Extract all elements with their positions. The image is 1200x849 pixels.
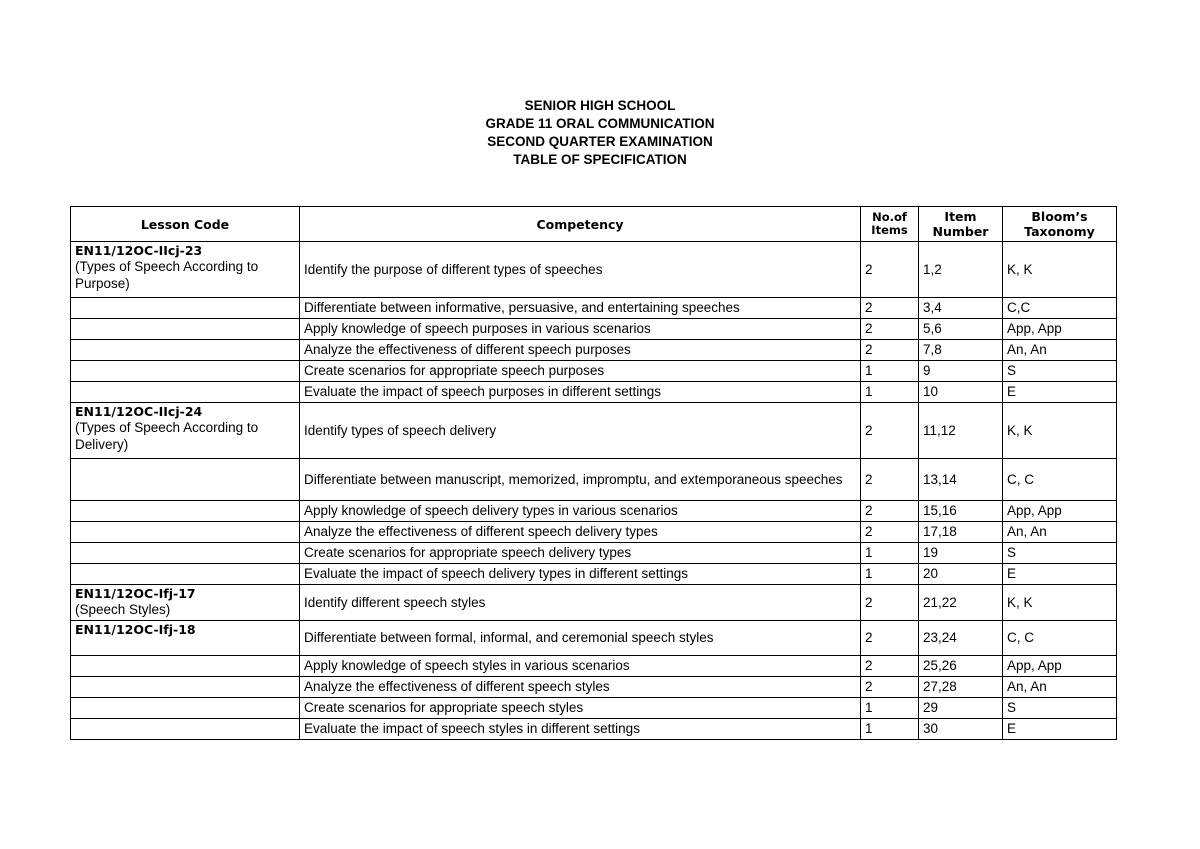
no-items-cell: 2 (861, 522, 919, 543)
competency-cell: Evaluate the impact of speech delivery types in different settings (300, 564, 861, 585)
lesson-code: EN11/12OC-Ifj-17 (75, 586, 196, 601)
lesson-code-cell (71, 298, 300, 319)
competency-cell: Create scenarios for appropriate speech styles (300, 698, 861, 719)
lesson-code-cell (71, 656, 300, 677)
table-row (71, 361, 1117, 382)
col-header-item-number: Item Number (919, 207, 1003, 242)
competency-cell: Differentiate between informative, persuasive, and entertaining speeches (300, 298, 861, 319)
lesson-code-cell (71, 543, 300, 564)
item-number-cell: 29 (919, 698, 1003, 719)
no-items-cell: 1 (861, 361, 919, 382)
header-subject: GRADE 11 ORAL COMMUNICATION (485, 116, 715, 131)
lesson-code-cell (71, 361, 300, 382)
blooms-taxonomy-cell: An, An (1003, 340, 1117, 361)
no-items-cell: 2 (861, 501, 919, 522)
table-row (71, 522, 1117, 543)
competency-cell: Apply knowledge of speech styles in various scenarios (300, 656, 861, 677)
no-items-cell: 1 (861, 564, 919, 585)
table-row (71, 319, 1117, 340)
blooms-taxonomy-cell: S (1003, 698, 1117, 719)
lesson-code-cell (71, 522, 300, 543)
no-items-cell: 2 (861, 677, 919, 698)
competency-cell: Identify types of speech delivery (300, 403, 861, 459)
blooms-taxonomy-cell: S (1003, 543, 1117, 564)
table-header-row (71, 207, 1117, 242)
col-header-no-items: No.of Items (861, 207, 919, 242)
table-row (71, 677, 1117, 698)
competency-cell: Create scenarios for appropriate speech purposes (300, 361, 861, 382)
item-number-cell: 7,8 (919, 340, 1003, 361)
item-number-cell: 15,16 (919, 501, 1003, 522)
lesson-code-cell (71, 501, 300, 522)
blooms-taxonomy-cell: App, App (1003, 656, 1117, 677)
competency-cell: Apply knowledge of speech delivery types in various scenarios (300, 501, 861, 522)
no-items-cell: 2 (861, 298, 919, 319)
lesson-code-cell (71, 319, 300, 340)
lesson-code-cell (71, 677, 300, 698)
blooms-taxonomy-cell: E (1003, 382, 1117, 403)
lesson-code: EN11/12OC-Ifj-18 (75, 622, 196, 637)
lesson-code: EN11/12OC-IIcj-23 (75, 243, 203, 258)
no-items-cell: 2 (861, 585, 919, 621)
blooms-taxonomy-cell: C, C (1003, 621, 1117, 656)
competency-cell: Create scenarios for appropriate speech delivery types (300, 543, 861, 564)
table-row (71, 585, 1117, 621)
no-items-cell: 1 (861, 698, 919, 719)
header-title: TABLE OF SPECIFICATION (513, 152, 687, 167)
competency-cell: Analyze the effectiveness of different speech delivery types (300, 522, 861, 543)
table-row (71, 403, 1117, 459)
blooms-taxonomy-cell: K, K (1003, 242, 1117, 298)
blooms-taxonomy-cell: S (1003, 361, 1117, 382)
item-number-cell: 17,18 (919, 522, 1003, 543)
table-row (71, 459, 1117, 501)
blooms-taxonomy-cell: C,C (1003, 298, 1117, 319)
lesson-code-description: (Types of Speech According to Delivery) (75, 420, 259, 452)
table-row (71, 719, 1117, 740)
no-items-cell: 1 (861, 719, 919, 740)
no-items-cell: 2 (861, 459, 919, 501)
blooms-taxonomy-cell: An, An (1003, 522, 1117, 543)
blooms-taxonomy-cell: E (1003, 719, 1117, 740)
item-number-cell: 20 (919, 564, 1003, 585)
item-number-cell: 10 (919, 382, 1003, 403)
lesson-code-cell (71, 719, 300, 740)
table-row (71, 501, 1117, 522)
competency-cell: Identify different speech styles (300, 585, 861, 621)
header-exam: SECOND QUARTER EXAMINATION (487, 134, 713, 149)
col-header-lesson-code: Lesson Code (71, 207, 300, 242)
table-row (71, 340, 1117, 361)
competency-cell: Analyze the effectiveness of different speech purposes (300, 340, 861, 361)
blooms-taxonomy-cell: An, An (1003, 677, 1117, 698)
no-items-cell: 1 (861, 543, 919, 564)
item-number-cell: 23,24 (919, 621, 1003, 656)
table-row (71, 621, 1117, 656)
table-row (71, 382, 1117, 403)
item-number-cell: 3,4 (919, 298, 1003, 319)
lesson-code-cell (71, 564, 300, 585)
col-header-competency: Competency (300, 207, 861, 242)
lesson-code-cell (71, 340, 300, 361)
blooms-taxonomy-cell: App, App (1003, 501, 1117, 522)
document-header (0, 97, 1200, 169)
item-number-cell: 19 (919, 543, 1003, 564)
lesson-code-cell (71, 585, 300, 621)
item-number-cell: 25,26 (919, 656, 1003, 677)
blooms-taxonomy-cell: E (1003, 564, 1117, 585)
lesson-code-cell (71, 242, 300, 298)
competency-cell: Identify the purpose of different types of speeches (300, 242, 861, 298)
blooms-taxonomy-cell: K, K (1003, 585, 1117, 621)
competency-cell: Evaluate the impact of speech purposes in different settings (300, 382, 861, 403)
lesson-code-cell (71, 621, 300, 656)
table-row (71, 298, 1117, 319)
col-header-blooms-taxonomy: Bloom’s Taxonomy (1003, 207, 1117, 242)
item-number-cell: 13,14 (919, 459, 1003, 501)
item-number-cell: 30 (919, 719, 1003, 740)
table-row (71, 543, 1117, 564)
lesson-code-cell (71, 698, 300, 719)
lesson-code-cell (71, 382, 300, 403)
no-items-cell: 1 (861, 382, 919, 403)
item-number-cell: 11,12 (919, 403, 1003, 459)
no-items-cell: 2 (861, 403, 919, 459)
lesson-code-cell (71, 403, 300, 459)
item-number-cell: 9 (919, 361, 1003, 382)
lesson-code-description: (Speech Styles) (75, 602, 171, 617)
no-items-cell: 2 (861, 621, 919, 656)
table-body (71, 242, 1117, 740)
lesson-code-cell (71, 459, 300, 501)
blooms-taxonomy-cell: App, App (1003, 319, 1117, 340)
item-number-cell: 1,2 (919, 242, 1003, 298)
item-number-cell: 21,22 (919, 585, 1003, 621)
competency-cell: Evaluate the impact of speech styles in different settings (300, 719, 861, 740)
competency-cell: Analyze the effectiveness of different speech styles (300, 677, 861, 698)
lesson-code: EN11/12OC-IIcj-24 (75, 404, 203, 419)
table-row (71, 242, 1117, 298)
competency-cell: Differentiate between formal, informal, and ceremonial speech styles (300, 621, 861, 656)
no-items-cell: 2 (861, 340, 919, 361)
no-items-cell: 2 (861, 319, 919, 340)
specification-table (70, 206, 1117, 740)
table-row (71, 564, 1117, 585)
item-number-cell: 5,6 (919, 319, 1003, 340)
no-items-cell: 2 (861, 242, 919, 298)
competency-cell: Apply knowledge of speech purposes in various scenarios (300, 319, 861, 340)
header-school: SENIOR HIGH SCHOOL (524, 98, 676, 113)
item-number-cell: 27,28 (919, 677, 1003, 698)
no-items-cell: 2 (861, 656, 919, 677)
table-row (71, 656, 1117, 677)
lesson-code-description: (Types of Speech According to Purpose) (75, 259, 259, 291)
table-row (71, 698, 1117, 719)
competency-cell: Differentiate between manuscript, memorized, impromptu, and extemporaneous speeches (300, 459, 861, 501)
blooms-taxonomy-cell: K, K (1003, 403, 1117, 459)
blooms-taxonomy-cell: C, C (1003, 459, 1117, 501)
